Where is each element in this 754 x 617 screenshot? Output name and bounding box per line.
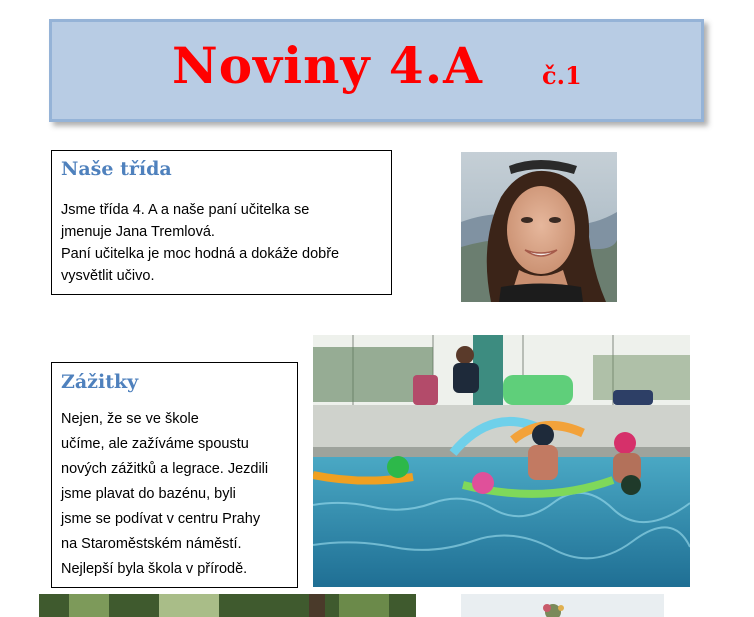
text-line: jsme plavat do bazénu, byli	[61, 486, 236, 502]
experiences-section-text	[61, 407, 288, 582]
text-line: Jsme třída 4. A a naše paní učitelka se	[61, 202, 310, 218]
text-line: na Staroměstském náměstí.	[61, 536, 242, 552]
text-line: nových zážitků a legrace. Jezdili	[61, 461, 269, 477]
title-banner	[49, 19, 704, 122]
text-line: vysvětlit učivo.	[61, 268, 155, 284]
outdoor-photo	[461, 594, 664, 617]
experiences-section-box	[51, 362, 298, 588]
text-line: Nejlepší byla škola v přírodě.	[61, 561, 248, 577]
newspaper-title: Noviny 4.A	[172, 36, 483, 95]
text-line: učíme, ale zažíváme spoustu	[61, 436, 249, 452]
teacher-photo	[461, 152, 617, 302]
class-section-box	[51, 150, 392, 295]
forest-photo	[39, 594, 416, 617]
text-line: Paní učitelka je moc hodná a dokáže dobře	[61, 246, 340, 262]
text-line: jsme se podívat v centru Prahy	[61, 511, 261, 527]
experiences-section-heading: Zážitky	[61, 371, 139, 393]
class-section-text	[61, 199, 382, 287]
class-section-heading: Naše třída	[61, 158, 172, 180]
swimming-pool-photo	[313, 335, 690, 587]
issue-number: č.1	[542, 61, 582, 90]
text-line: jmenuje Jana Tremlová.	[61, 224, 215, 240]
text-line: Nejen, že se ve škole	[61, 411, 199, 427]
